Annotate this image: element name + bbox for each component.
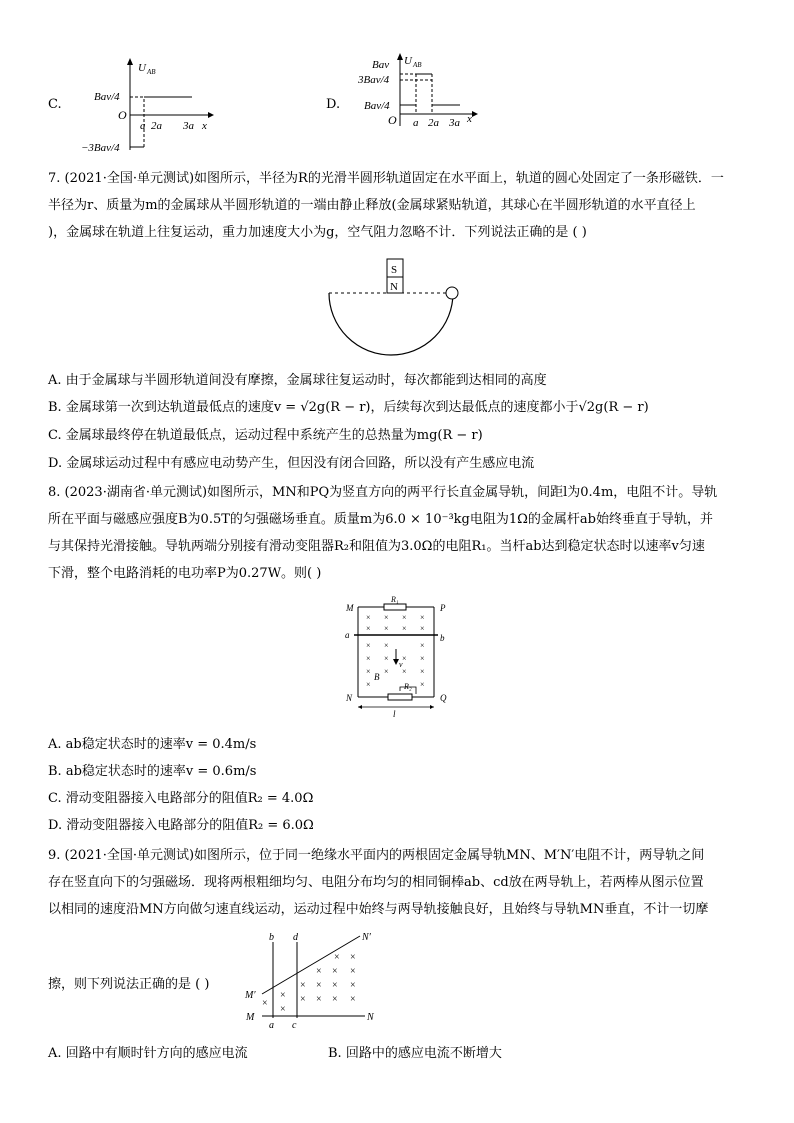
graph-c-y-axis: U xyxy=(138,62,146,74)
field-cross-mark: × xyxy=(420,654,425,663)
field-cross-mark: × xyxy=(384,654,389,663)
graph-option-d xyxy=(356,52,486,132)
q8-option-a: A. ab稳定状态时的速率v = 0.4m/s xyxy=(48,737,257,752)
q9-label-a: a xyxy=(269,1020,274,1031)
q7-option-d: D. 金属球运动过程中有感应电动势产生，但因没有闭合回路，所以没有产生感应电流 xyxy=(48,456,535,471)
q8-label-q: Q xyxy=(440,693,447,703)
field-cross-mark: × xyxy=(384,667,389,676)
field-cross-mark: × xyxy=(366,667,371,676)
q9-option-a: A. 回路中有顺时针方向的感应电流 xyxy=(48,1046,248,1061)
field-cross-mark: × xyxy=(420,624,425,633)
field-cross-mark: × xyxy=(402,624,407,633)
field-cross-mark: × xyxy=(332,980,338,991)
q9-label-m: M xyxy=(246,1012,255,1023)
q7-stem-line-1: 7. (2021·全国·单元测试)如图所示，半径为R的光滑半圆形轨道固定在水平面上，轨道的圆心处固定了一条形磁铁．一 xyxy=(48,171,724,186)
field-cross-mark: × xyxy=(300,980,306,991)
q7-option-a: A. 由于金属球与半圆形轨道间没有摩擦，金属球往复运动时，每次都能到达相同的高度 xyxy=(48,373,547,388)
graph-c-y-sub: AB xyxy=(147,68,156,76)
field-cross-mark: × xyxy=(420,641,425,650)
q9-figure xyxy=(240,928,390,1033)
q8-label-n: N xyxy=(346,693,353,703)
graph-d-y-axis: U xyxy=(404,55,412,67)
field-cross-mark: × xyxy=(366,624,371,633)
q9-option-b: B. 回路中的感应电流不断增大 xyxy=(328,1046,502,1061)
q7-stem-line-2: 半径为r、质量为m的金属球从半圆形轨道的一端由静止释放(金属球紧贴轨道，其球心在半圆形轨道的水平直径上 xyxy=(48,198,696,213)
magnet-n: N xyxy=(390,281,398,293)
q8-label-a: a xyxy=(345,630,350,640)
field-cross-mark: × xyxy=(420,667,425,676)
q8-label-m: M xyxy=(346,603,354,613)
q7-option-b: B. 金属球第一次到达轨道最低点的速度v = √2g(R − r)，后续每次到达最低点的速度都小于√2g(R − r) xyxy=(48,400,649,415)
graph-d-tick-a: a xyxy=(413,117,419,129)
q9-label-c: c xyxy=(292,1020,297,1031)
option-c-label: C. xyxy=(48,97,62,112)
q8-label-b: b xyxy=(440,633,445,643)
graph-c-tick-3a: 3a xyxy=(183,120,194,132)
q7-stem-line-3: )，金属球在轨道上往复运动，重力加速度大小为g，空气阻力忽略不计．下列说法正确的是 ( ) xyxy=(48,225,587,240)
field-cross-mark: × xyxy=(350,980,356,991)
q7-figure xyxy=(325,255,465,360)
q9-label-d: d xyxy=(293,932,298,943)
q7-option-c: C. 金属球最终停在轨道最低点，运动过程中系统产生的总热量为mg(R − r) xyxy=(48,428,483,443)
graph-d-tick-2a: 2a xyxy=(428,117,439,129)
field-cross-mark: × xyxy=(316,980,322,991)
field-cross-mark: × xyxy=(384,624,389,633)
q8-label-field-b: B xyxy=(374,672,380,682)
field-cross-mark: × xyxy=(366,654,371,663)
field-cross-mark: × xyxy=(280,1004,286,1015)
q8-option-d: D. 滑动变阻器接入电路部分的阻值R₂ = 6.0Ω xyxy=(48,818,314,833)
graph-c-tick-a: a xyxy=(140,120,146,132)
q9-stem-line-3: 以相同的速度沿MN方向做匀速直线运动，运动过程中始终与两导轨接触良好，且始终与导轨MN垂直，不计一切摩 xyxy=(48,902,709,917)
graph-d-mid-level: 3Bav/4 xyxy=(358,74,390,86)
graph-c-neg-level: −3Bav/4 xyxy=(81,142,120,154)
graph-d-top-level: Bav xyxy=(372,59,390,71)
field-cross-mark: × xyxy=(402,654,407,663)
field-cross-mark: × xyxy=(402,667,407,676)
q8-stem-line-1: 8. (2023·湖南省·单元测试)如图所示，MN和PQ为竖直方向的两平行长直金属导轨，间距l为0.4m，电阻不计。导轨 xyxy=(48,485,718,500)
field-cross-mark: × xyxy=(350,966,356,977)
graph-c-pos-level: Bav/4 xyxy=(94,91,120,103)
graph-c-origin: O xyxy=(118,108,127,122)
q8-stem-line-4: 下滑，整个电路消耗的电功率P为0.27W。则( ) xyxy=(48,566,322,581)
field-cross-mark: × xyxy=(420,680,425,689)
field-cross-mark: × xyxy=(420,613,425,622)
graph-d-x-axis: x xyxy=(467,113,472,125)
graph-option-c xyxy=(78,55,218,155)
graph-c-x-axis: x xyxy=(202,120,207,132)
field-cross-mark: × xyxy=(316,994,322,1005)
q8-option-b: B. ab稳定状态时的速率v = 0.6m/s xyxy=(48,764,257,779)
q9-label-m-prime: M′ xyxy=(245,990,256,1001)
q9-label-b: b xyxy=(269,932,274,943)
field-cross-mark: × xyxy=(262,998,268,1009)
field-cross-mark: × xyxy=(280,990,286,1001)
q8-label-r1: R₁ xyxy=(391,595,399,604)
q9-label-n: N xyxy=(367,1012,374,1023)
graph-c-tick-2a: 2a xyxy=(151,120,162,132)
q8-stem-line-3: 与其保持光滑接触。导轨两端分别接有滑动变阻器R₂和阻值为3.0Ω的电阻R₁。当杆ab达到稳定状态时以速率v匀速 xyxy=(48,539,705,554)
graph-d-tick-3a: 3a xyxy=(449,117,460,129)
q8-option-c: C. 滑动变阻器接入电路部分的阻值R₂ = 4.0Ω xyxy=(48,791,314,806)
field-cross-mark: × xyxy=(384,641,389,650)
field-cross-mark: × xyxy=(384,613,389,622)
q9-stem-line-1: 9. (2021·全国·单元测试)如图所示，位于同一绝缘水平面内的两根固定金属导轨MN、M′N′电阻不计，两导轨之间 xyxy=(48,848,705,863)
q8-label-r2: R₂ xyxy=(404,682,412,691)
graph-d-origin: O xyxy=(388,113,397,127)
q8-stem-line-2: 所在平面与磁感应强度B为0.5T的匀强磁场垂直。质量m为6.0 × 10⁻³kg电阻为1Ω的金属杆ab始终垂直于导轨，并 xyxy=(48,512,713,527)
field-cross-mark: × xyxy=(332,994,338,1005)
field-cross-mark: × xyxy=(316,966,322,977)
field-cross-mark: × xyxy=(350,952,356,963)
field-cross-mark: × xyxy=(366,680,371,689)
field-cross-mark: × xyxy=(366,641,371,650)
q9-label-n-prime: N′ xyxy=(362,932,371,943)
q8-label-l: l xyxy=(393,709,396,719)
graph-d-y-sub: AB xyxy=(413,61,422,69)
field-cross-mark: × xyxy=(366,613,371,622)
option-d-label: D. xyxy=(326,97,341,112)
field-cross-mark: × xyxy=(402,613,407,622)
field-cross-mark: × xyxy=(300,994,306,1005)
q8-label-p: P xyxy=(440,603,446,613)
field-cross-mark: × xyxy=(350,994,356,1005)
q9-stem-line-2: 存在竖直向下的匀强磁场．现将两根粗细均匀、电阻分布均匀的相同铜棒ab、cd放在两导轨上，若两棒从图示位置 xyxy=(48,875,704,890)
q8-figure xyxy=(340,595,460,720)
field-cross-mark: × xyxy=(334,952,340,963)
field-cross-mark: × xyxy=(332,966,338,977)
q9-stem-line-4: 擦，则下列说法正确的是 ( ) xyxy=(48,977,210,992)
graph-d-low-level: Bav/4 xyxy=(364,100,390,112)
magnet-s: S xyxy=(391,264,398,276)
q8-label-v: v xyxy=(399,660,403,669)
